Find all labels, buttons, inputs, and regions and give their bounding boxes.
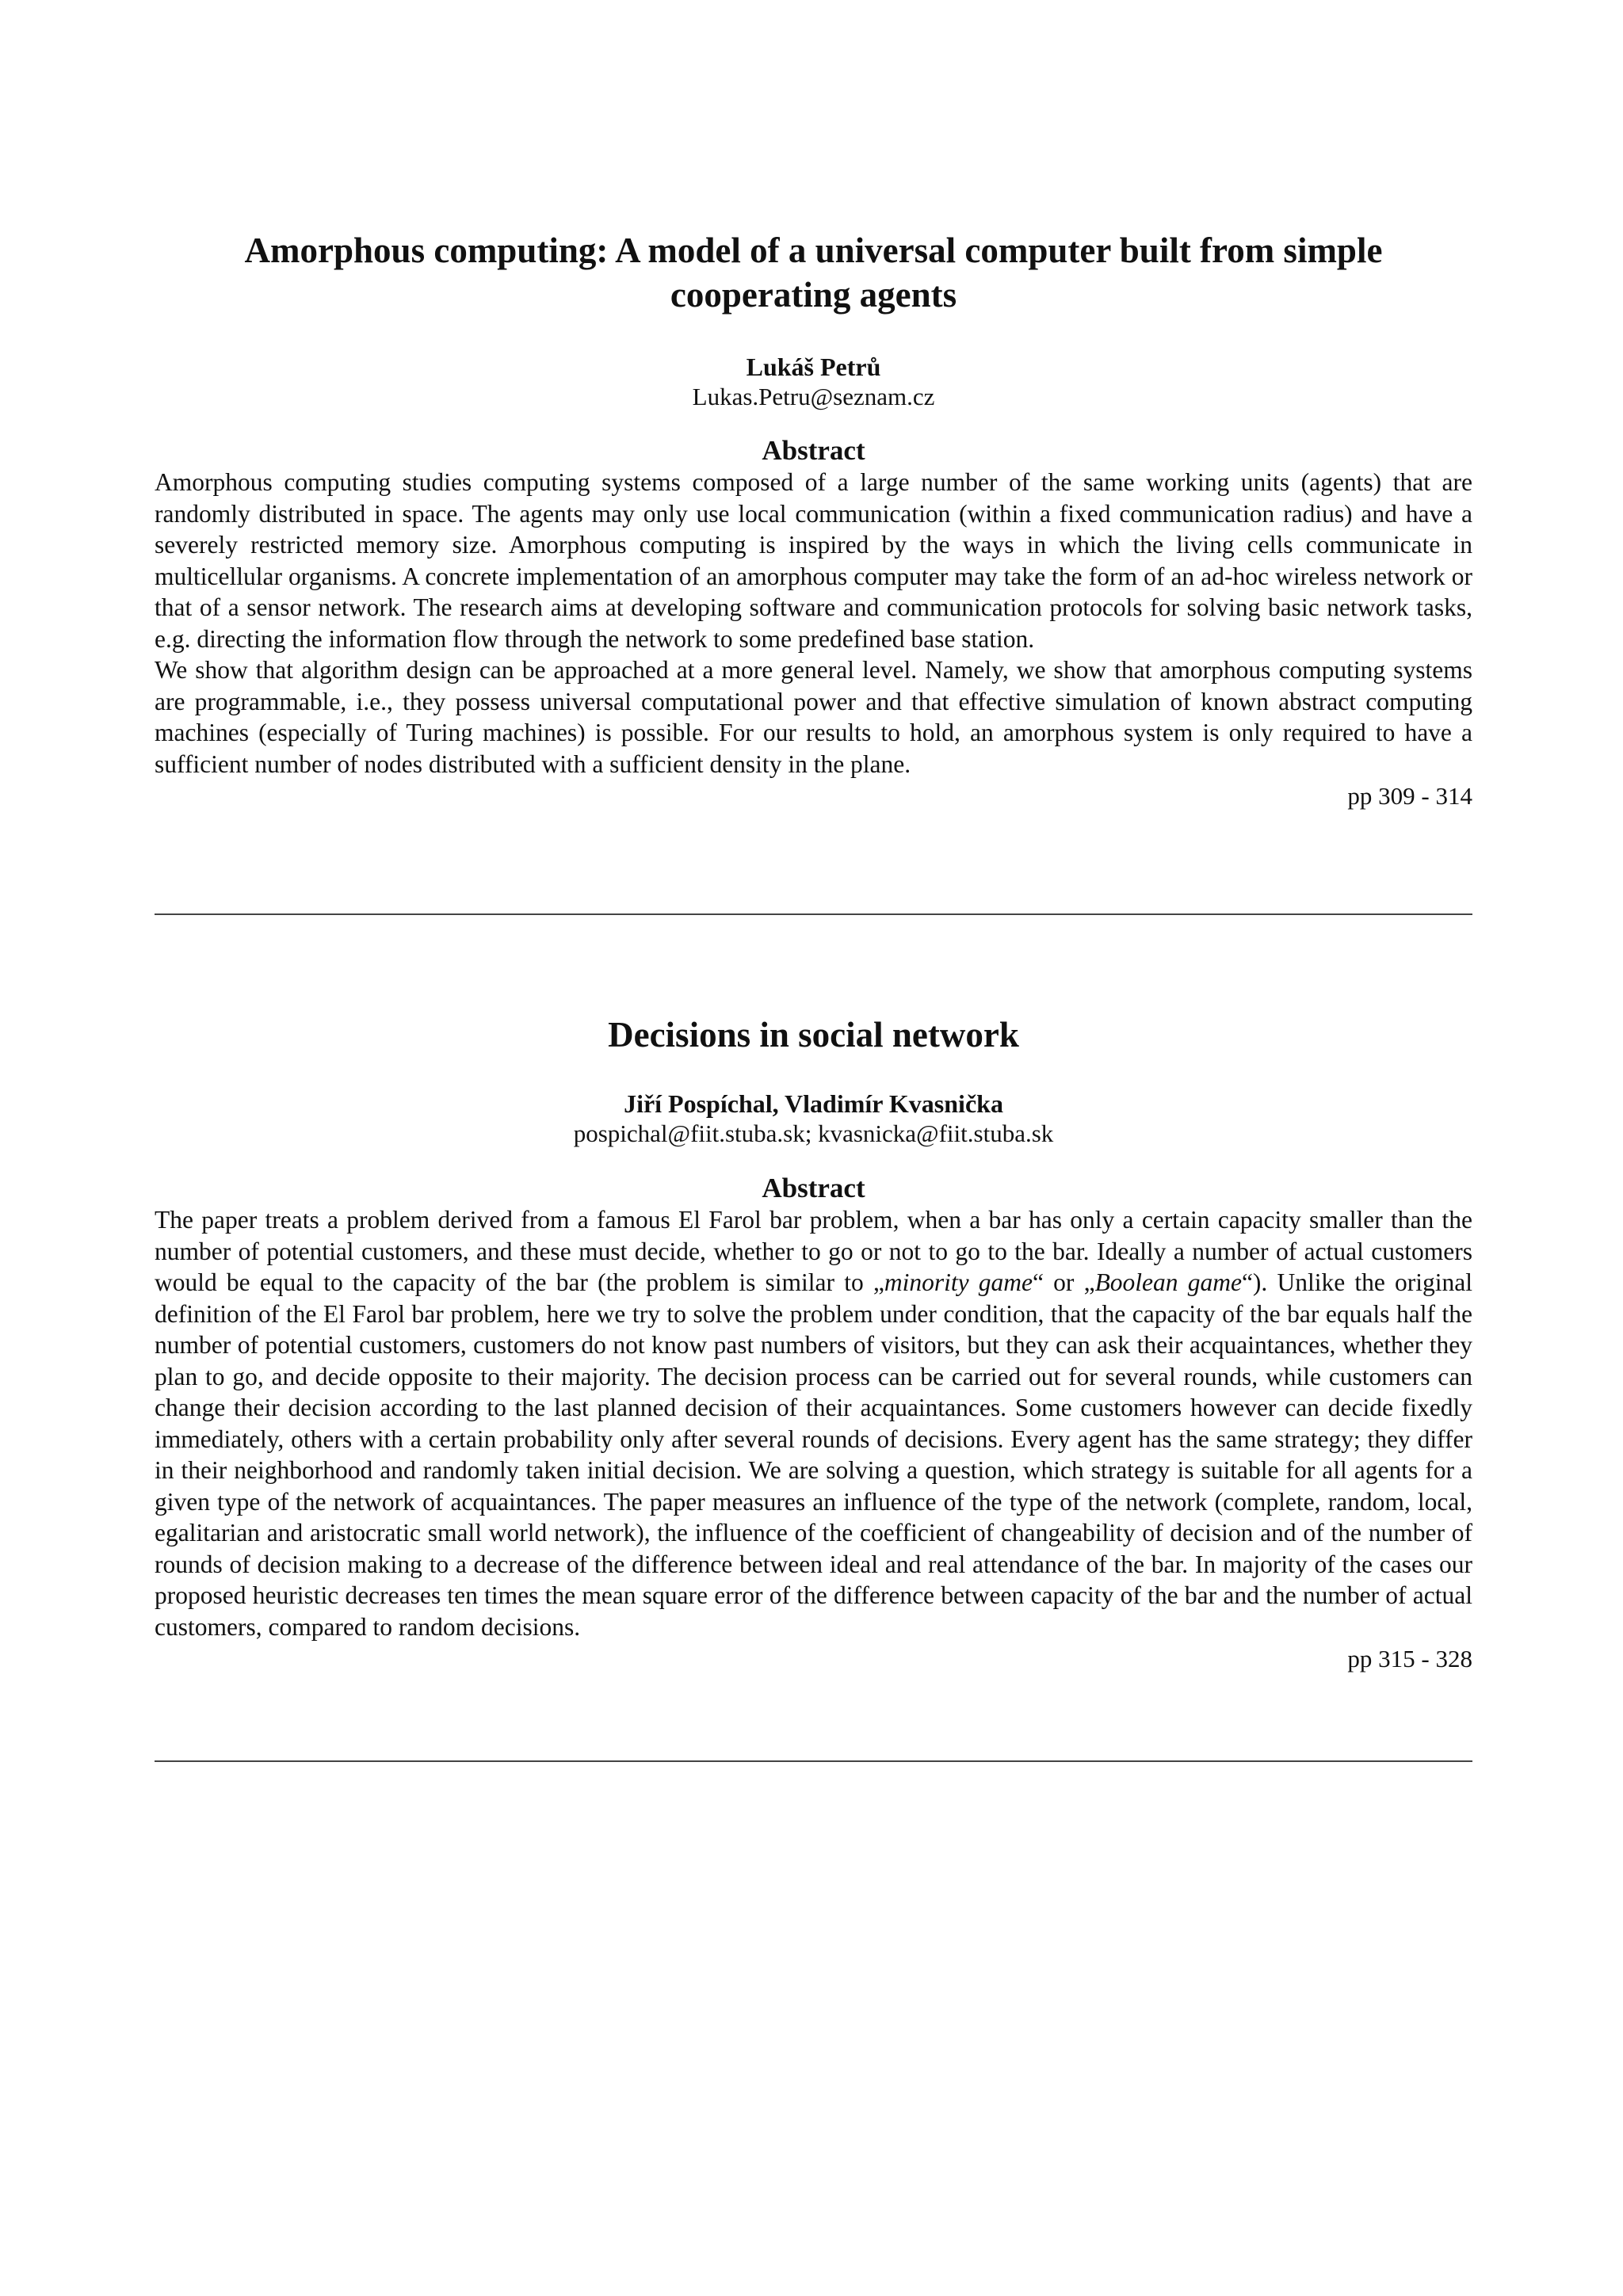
- abstract-text: “ or „: [1033, 1268, 1095, 1296]
- abstract-body: [155, 1204, 1472, 1642]
- emphasis-minority-game: minority game: [884, 1268, 1033, 1296]
- article-email: pospichal@fiit.stuba.sk; kvasnicka@fiit.stuba.sk: [573, 1119, 1054, 1147]
- article-authors: Jiří Pospíchal, Vladimír Kvasnička: [624, 1089, 1003, 1118]
- article-authors: Lukáš Petrů: [746, 353, 881, 381]
- section-divider: [155, 1760, 1472, 1762]
- page-range: pp 309 - 314: [1347, 782, 1472, 810]
- abstract-paragraph: Amorphous computing studies computing systems composed of a large number of the same working units (agents) that are randomly distributed in space. The agents may only use local communication (within a fixed communication radius) and have a severely restricted memory size. Amorphous computing is inspired by the ways in which the living cells communicate in multicellular organisms. A concrete implementation of an amorphous computer may take the form of an ad-hoc wireless network or that of a sensor network. The research aims at developing software and communication protocols for solving basic network tasks, e.g. directing the information flow through the network to some predefined base station.: [155, 468, 1472, 653]
- article-title: Amorphous computing: A model of a universal computer built from simple cooperating agents: [244, 231, 1383, 315]
- abstract-paragraph: We show that algorithm design can be approached at a more general level. Namely, we show that amorphous computing systems are programmable, i.e., they possess universal computational power and that effective simulation of known abstract computing machines (especially of Turing machines) is possible. For our results to hold, an amorphous system is only required to have a sufficient number of nodes distributed with a sufficient density in the plane.: [155, 656, 1472, 778]
- article-amorphous-computing: [155, 228, 1472, 811]
- abstract-paragraph: [155, 1204, 1472, 1642]
- article-title: Decisions in social network: [608, 1015, 1019, 1055]
- article-email: Lukas.Petru@seznam.cz: [692, 383, 935, 410]
- abstract-text: The paper treats a problem derived from a famous El Farol bar problem, when a bar has only a certain capacity smaller than the number of potential customers, and these must decide, whether to go or not to go to the bar. Ideally a number of actual customers would be equal to the capacity of the bar (the problem is similar to „: [155, 1206, 1472, 1296]
- section-divider: [155, 913, 1472, 915]
- abstract-heading: Abstract: [762, 435, 865, 466]
- abstract-body: [155, 467, 1472, 780]
- emphasis-boolean-game: Boolean game: [1094, 1268, 1242, 1296]
- page-range: pp 315 - 328: [1347, 1645, 1472, 1672]
- abstract-text: “). Unlike the original definition of the El Farol bar problem, here we try to solve the problem under condition, that the capacity of the bar equals half the number of potential customers, customers do not know past numbers of visitors, but they can ask their acquaintances, whether they plan to go, and decide opposite to their majority. The decision process can be carried out for several rounds, while customers can change their decision according to the last planned decision of their acquaintances. Some customers however can decide fixedly immediately, others with a certain probability only after several rounds of decisions. Every agent has the same strategy; they differ in their neighborhood and randomly taken initial decision. We are solving a question, which strategy is suitable for all agents for a given type of the network of acquaintances. The paper measures an influence of the type of the network (complete, random, local, egalitarian and aristocratic small world network), the influence of the coefficient of changeability of decision and of the number of rounds of decision making to a decrease of the difference between ideal and real attendance of the bar. In majority of the cases our proposed heuristic decreases ten times the mean square error of the difference between capacity of the bar and the number of actual customers, compared to random decisions.: [155, 1268, 1472, 1641]
- abstract-heading: Abstract: [762, 1173, 865, 1203]
- article-decisions-social-network: [155, 1013, 1472, 1674]
